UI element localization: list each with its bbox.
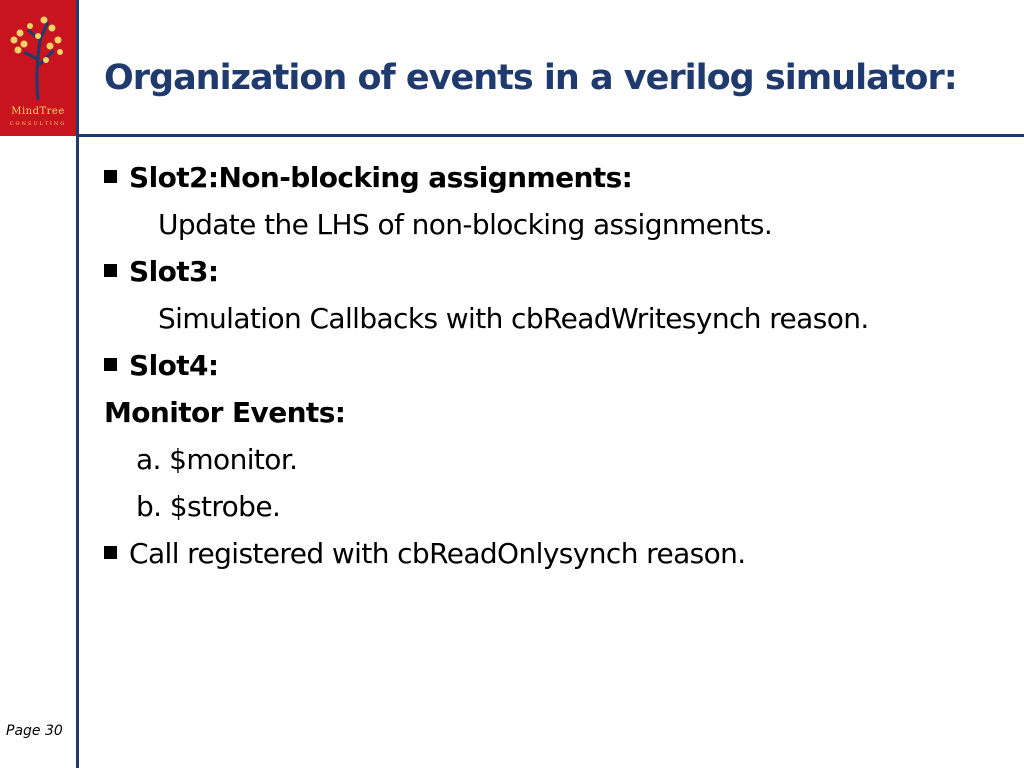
page-number: Page 30 bbox=[6, 723, 63, 739]
section-heading bbox=[104, 389, 1014, 436]
bullet-text: Slot2:Non-blocking assignments: bbox=[129, 161, 633, 194]
vertical-rule bbox=[76, 0, 79, 768]
horizontal-rule bbox=[76, 134, 1024, 137]
sub-item bbox=[104, 295, 1014, 342]
sub-item bbox=[104, 201, 1014, 248]
square-bullet-icon bbox=[104, 358, 117, 371]
tree-icon bbox=[0, 0, 76, 106]
bullet-text: Call registered with cbReadOnlysynch reason. bbox=[129, 537, 746, 570]
bullet-text: Slot4: bbox=[129, 349, 219, 382]
bullet-item bbox=[104, 154, 1014, 201]
bullet-text: Slot3: bbox=[129, 255, 219, 288]
sub-item bbox=[104, 483, 1014, 530]
sub-item-text: a. $monitor. bbox=[136, 443, 298, 476]
square-bullet-icon bbox=[104, 546, 117, 559]
bullet-item bbox=[104, 342, 1014, 389]
logo-subtext: CONSULTING bbox=[9, 121, 67, 127]
mindtree-logo bbox=[0, 0, 76, 136]
sub-item bbox=[104, 436, 1014, 483]
square-bullet-icon bbox=[104, 264, 117, 277]
sub-item-text: Simulation Callbacks with cbReadWritesynch reason. bbox=[158, 302, 869, 335]
slide-content bbox=[104, 154, 1014, 577]
bullet-item bbox=[104, 248, 1014, 295]
sub-item-text: b. $strobe. bbox=[136, 490, 281, 523]
sub-item-text: Update the LHS of non-blocking assignments. bbox=[158, 208, 773, 241]
section-heading-text: Monitor Events: bbox=[104, 396, 346, 429]
square-bullet-icon bbox=[104, 170, 117, 183]
logo-text: MindTree bbox=[11, 106, 65, 117]
bullet-item bbox=[104, 530, 1014, 577]
slide-title: Organization of events in a verilog simulator: bbox=[104, 58, 957, 98]
